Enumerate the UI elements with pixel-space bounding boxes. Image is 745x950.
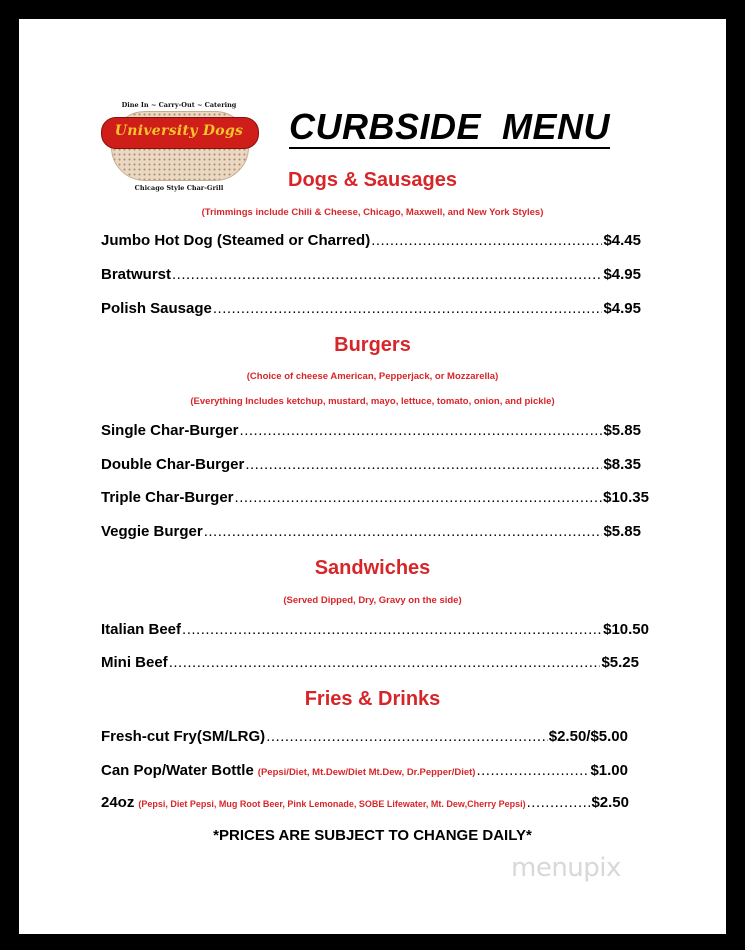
dot-leader <box>182 621 602 638</box>
price-disclaimer: *PRICES ARE SUBJECT TO CHANGE DAILY* <box>213 827 532 844</box>
section-heading-burgers: Burgers <box>334 334 411 356</box>
item-name: Veggie Burger <box>101 523 203 540</box>
item-name: Double Char-Burger <box>101 456 245 473</box>
item-detail: (Pepsi/Diet, Mt.Dew/Diet Mt.Dew, Dr.Pepper/Diet) <box>257 767 476 778</box>
menu-title: CURBSIDE MENU <box>289 106 611 147</box>
item-price: $10.50 <box>603 621 649 638</box>
item-name: Single Char-Burger <box>101 422 239 439</box>
section-heading-dogs-sausages: Dogs & Sausages <box>288 169 457 191</box>
item-price: $10.35 <box>603 489 649 506</box>
menu-item <box>101 489 649 506</box>
dot-leader <box>169 654 601 671</box>
menu-page <box>19 19 726 934</box>
menu-item <box>101 456 641 473</box>
section-note: (Choice of cheese American, Pepperjack, or Mozzarella) <box>246 371 499 382</box>
item-price: $4.95 <box>603 300 641 317</box>
item-price: $5.25 <box>601 654 639 671</box>
dot-leader <box>266 728 548 745</box>
logo-tagline: Dine In ~ Carry-Out ~ Catering <box>121 101 237 109</box>
item-price: $5.85 <box>603 422 641 439</box>
item-name: Jumbo Hot Dog (Steamed or Charred) <box>101 232 371 249</box>
logo-subtitle: Chicago Style Char-Grill <box>134 184 224 192</box>
dot-leader <box>476 762 589 779</box>
menu-item <box>101 728 628 745</box>
menu-item <box>101 654 639 671</box>
dot-leader <box>240 422 603 439</box>
menu-item <box>101 794 629 811</box>
section-note: (Served Dipped, Dry, Gravy on the side) <box>283 595 462 606</box>
menu-item <box>101 762 628 779</box>
item-price: $1.00 <box>590 762 628 779</box>
dot-leader <box>235 489 603 506</box>
item-name: 24oz <box>101 794 135 811</box>
item-name: Italian Beef <box>101 621 182 638</box>
dot-leader <box>204 523 603 540</box>
item-name: Polish Sausage <box>101 300 212 317</box>
menu-item <box>101 523 641 540</box>
menu-item <box>101 422 641 439</box>
dot-leader <box>527 794 591 811</box>
item-name: Can Pop/Water Bottle <box>101 762 254 779</box>
menu-item <box>101 232 641 249</box>
item-price: $5.85 <box>603 523 641 540</box>
section-note: (Trimmings include Chili & Cheese, Chicago, Maxwell, and New York Styles) <box>201 207 544 218</box>
dot-leader <box>245 456 602 473</box>
item-price: $4.45 <box>603 232 641 249</box>
dot-leader <box>172 266 602 283</box>
section-note: (Everything Includes ketchup, mustard, mayo, lettuce, tomato, onion, and pickle) <box>190 396 555 407</box>
dot-leader <box>213 300 603 317</box>
item-name: Triple Char-Burger <box>101 489 234 506</box>
item-name: Mini Beef <box>101 654 168 671</box>
item-detail: (Pepsi, Diet Pepsi, Mug Root Beer, Pink Lemonade, SOBE Lifewater, Mt. Dew,Cherry Pepsi) <box>138 799 526 809</box>
item-price: $4.95 <box>603 266 641 283</box>
item-price: $2.50 <box>591 794 629 811</box>
menupix-watermark: menupix <box>511 853 621 883</box>
menu-item <box>101 621 649 638</box>
item-price: $2.50/$5.00 <box>548 728 628 745</box>
item-name: Fresh-cut Fry(SM/LRG) <box>101 728 266 745</box>
item-name: Bratwurst <box>101 266 172 283</box>
item-price: $8.35 <box>603 456 641 473</box>
section-heading-fries-drinks: Fries & Drinks <box>304 688 441 710</box>
dot-leader <box>371 232 602 249</box>
logo-name: University Dogs <box>114 123 244 139</box>
section-heading-sandwiches: Sandwiches <box>314 557 431 579</box>
menu-item <box>101 300 641 317</box>
menu-item <box>101 266 641 283</box>
